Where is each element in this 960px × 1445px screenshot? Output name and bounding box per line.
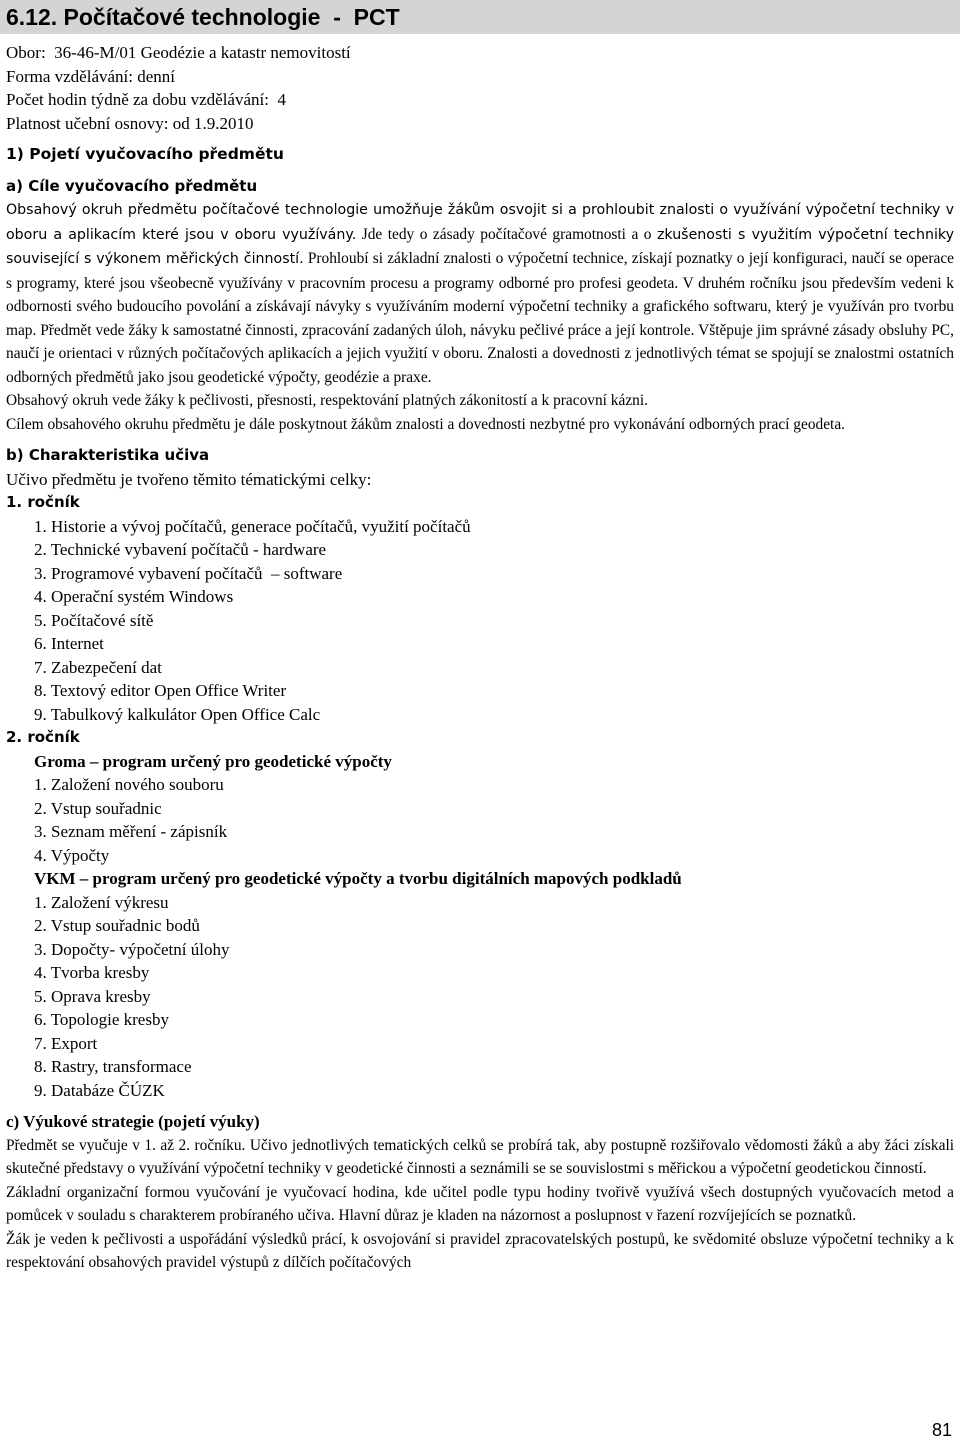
characteristics-heading: b) Charakteristika učiva: [6, 446, 210, 464]
strategies-paragraph-1: Předmět se vyučuje v 1. až 2. ročníku. Učivo jednotlivých tematických celků se probírá tak, aby postupně rozšiřovalo vědomosti žáků a aby žáci získali skutečné představy o využívání výpočetní techniky v geodetické činnosti a seznámili se se souvislostmi s měřickou a výpočetní geodetickou činností.: [6, 1136, 954, 1177]
section-heading-1: 1) Pojetí vyučovacího předmětu: [6, 145, 284, 163]
course-meta: [6, 41, 954, 135]
goals-text-d: Prohloubí si základní znalosti o výpočetní technice, získají poznatky o její konfiguraci, naučí se operace s programy, které jsou všeobecně využívány v pracovním procesu a programy odborné pro profesi geodeta. V druhém ročníku jsou především vedeni k odbornosti svého budoucího povolání a získávají návyky s využíváním moderní výpočetní techniky a grafického softwaru, který je využíván pro tvorbu map. Předmět vede žáky k samostatné činnosti, zpracování zadaných úloh, návyku pečlivé práce a její kontrole. Vštěpuje jim správné zásady obsluhy PC, naučí je orientaci v různých počítačových aplikacích a jejich využití v oboru. Znalosti a dovednosti z jednotlivých témat se spojují se znalostmi ostatních odborných předmětů jako jsou geodetické výpočty, geodézie a praxe.: [6, 250, 955, 386]
list-item: 7. Export: [34, 1033, 98, 1053]
list-item: 4. Tvorba kresby: [34, 963, 150, 982]
list-item: 1. Založení výkresu: [34, 892, 169, 912]
list-item: 4. Operační systém Windows: [34, 587, 234, 606]
goals-paragraph: [6, 198, 954, 389]
list-item: 3. Dopočty- výpočetní úlohy: [34, 939, 230, 959]
goals-text-c: zkušenosti s využitím výpočetní techniky související s výkonem měřických činností.: [6, 226, 955, 267]
list-item: 2. Technické vybavení počítačů - hardware: [34, 540, 327, 559]
year2-label: 2. ročník: [6, 728, 80, 746]
document-title: 6.12. Počítačové technologie - PCT: [6, 4, 400, 30]
meta-form: Forma vzdělávání: denní: [6, 66, 176, 86]
meta-hours: Počet hodin týdně za dobu vzdělávání: 4: [6, 90, 286, 109]
year1-label: 1. ročník: [6, 493, 80, 511]
list-item: 2. Vstup souřadnic bodů: [34, 916, 200, 935]
list-item: 1. Historie a vývoj počítačů, generace počítačů, využití počítačů: [34, 516, 471, 536]
list-item: 6. Topologie kresby: [34, 1010, 169, 1029]
page-number: 81: [931, 1420, 952, 1440]
list-item: 7. Zabezpečení dat: [34, 657, 162, 677]
strategies-heading: c) Výukové strategie (pojetí výuky): [6, 1112, 260, 1131]
list-item: 3. Seznam měření - zápisník: [34, 822, 228, 841]
list-item: 6. Internet: [34, 634, 104, 653]
vkm-heading: VKM – program určený pro geodetické výpočty a tvorbu digitálních mapových podkladů: [34, 869, 682, 888]
meta-validity: Platnost učební osnovy: od 1.9.2010: [6, 113, 254, 133]
list-item: 1. Založení nového souboru: [34, 775, 224, 794]
strategies-paragraph-3: Žák je veden k pečlivosti a uspořádání výsledků prácí, k osvojování si pravidel zpracovatelských postupů, ke svědomité obsluze výpočetní techniky a k respektování obsahových pravidel výstupů z dílčích počítačových: [6, 1230, 954, 1271]
list-item: 5. Počítačové sítě: [34, 610, 154, 630]
title-bar: [0, 0, 960, 34]
list-item: 2. Vstup souřadnic: [34, 798, 162, 818]
list-item: 8. Rastry, transformace: [34, 1057, 192, 1076]
goals-text-a: Obsahový okruh předmětu počítačové technologie umožňuje žákům osvojit si a prohloubit znalosti o využívání výpočetní techniky v oboru a aplikacím které jsou v oboru využívány.: [6, 202, 954, 243]
list-item: 4. Výpočty: [34, 845, 110, 865]
characteristics-intro: Učivo předmětu je tvořeno těmito tématickými celky:: [6, 469, 372, 489]
list-item: 9. Databáze ČÚZK: [34, 1080, 165, 1100]
goals-paragraph-3: Cílem obsahového okruhu předmětu je dále poskytnout žákům znalosti a dovednosti nezbytné pro vykonávání odborných prací geodeta.: [6, 415, 845, 433]
goals-heading: a) Cíle vyučovacího předmětu: [6, 176, 258, 195]
strategies-paragraph-2: Základní organizační formou vyučování je vyučovací hodina, kde učitel podle typu hodiny tvořivě využívá všech dostupných vyučovacích metod a pomůcek v souladu s charakterem probíraného učiva. Hlavní důraz je kladen na názornost a poslupnost v řazení rozvíjejících se poznatků.: [6, 1183, 954, 1224]
document-body: [6, 41, 954, 1275]
meta-field: Obor: 36-46-M/01 Geodézie a katastr nemovitostí: [6, 43, 351, 62]
list-item: 5. Oprava kresby: [34, 986, 151, 1006]
list-item: 3. Programové vybavení počítačů – software: [34, 563, 343, 583]
list-item: 9. Tabulkový kalkulátor Open Office Calc: [34, 704, 321, 724]
list-item: 8. Textový editor Open Office Writer: [34, 681, 287, 700]
groma-heading: Groma – program určený pro geodetické výpočty: [34, 751, 392, 771]
goals-text-b: Jde tedy o zásady počítačové gramotnosti a o: [356, 225, 657, 243]
goals-paragraph-2: Obsahový okruh vede žáky k pečlivosti, přesnosti, respektování platných zákonitostí a k pracovní kázni.: [6, 392, 648, 409]
year1-topic-list: [6, 515, 954, 727]
groma-topic-list: [6, 773, 954, 867]
vkm-topic-list: [6, 891, 954, 1103]
